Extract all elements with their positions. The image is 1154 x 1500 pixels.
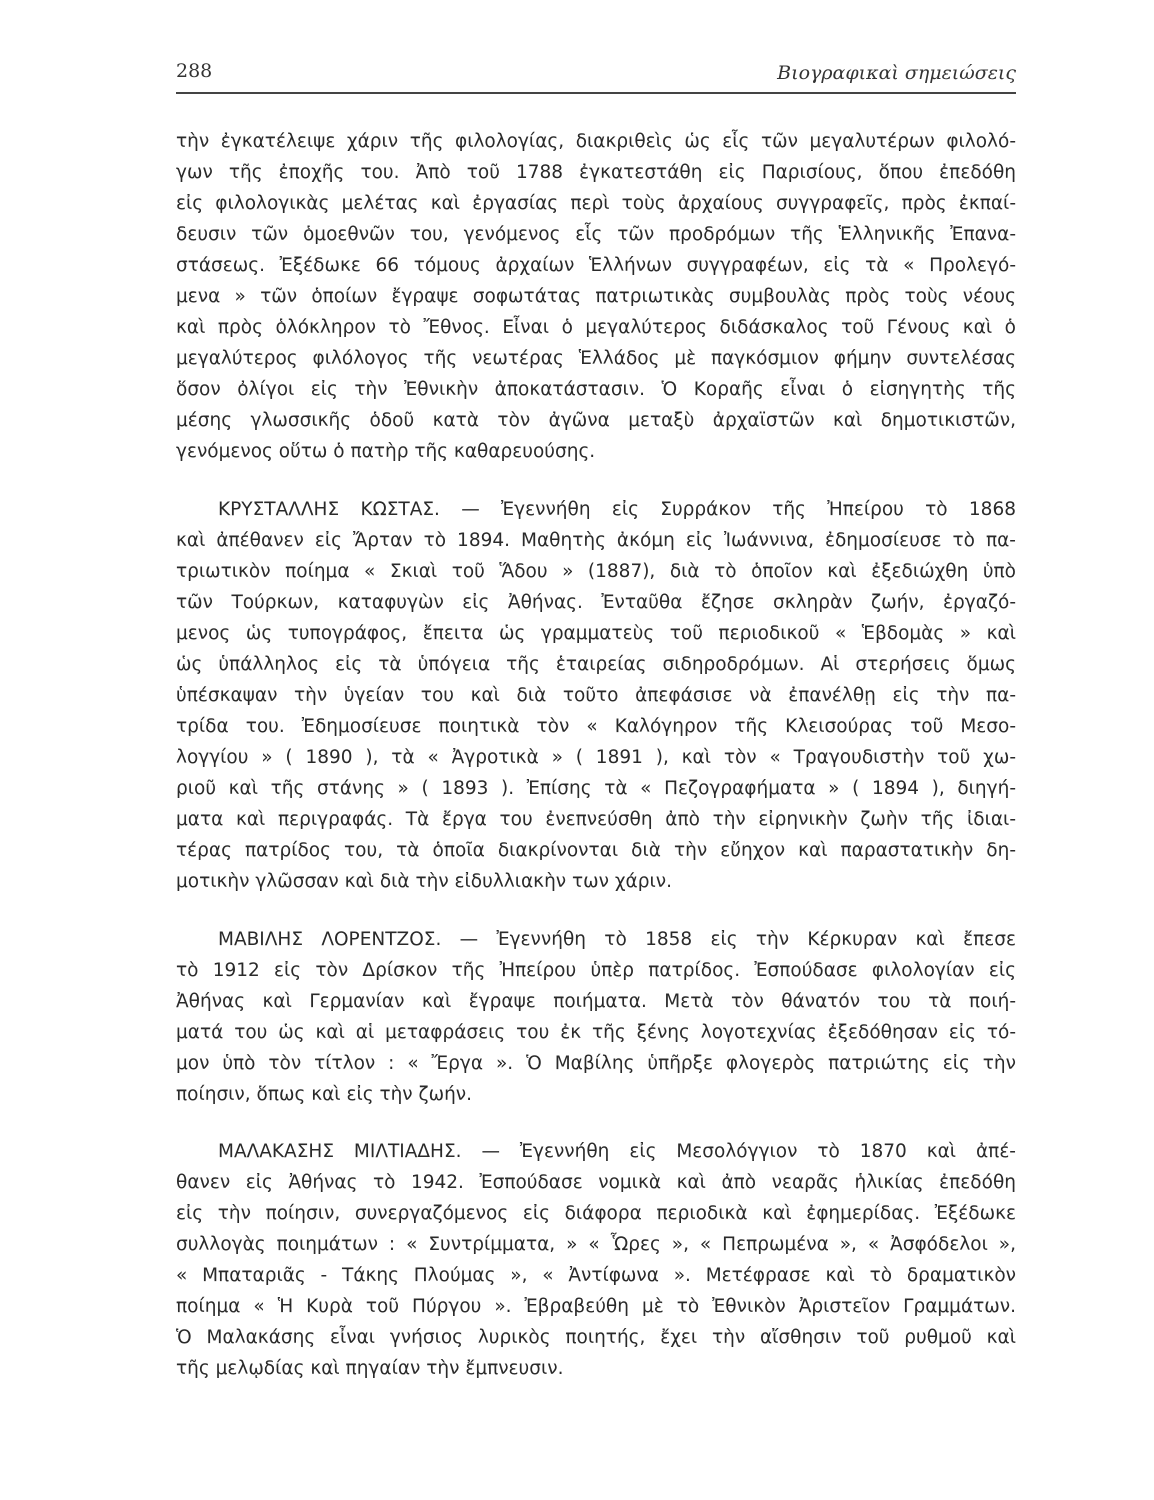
text-line: Ἀθήνας καὶ Γερμανίαν καὶ ἔγραψε ποιήματα. Μετὰ τὸν θάνατόν του τὰ ποιή- [176, 991, 1016, 1012]
entry-heading-line: ΚΡΥΣΤΑΛΛΗΣ ΚΩΣΤΑΣ. — Ἐγεννήθη εἰς Συρράκον τῆς Ἠπείρου τὸ 1868 [218, 499, 1016, 520]
text-line: τῶν Τούρκων, καταφυγὼν εἰς Ἀθήνας. Ἐνταῦθα ἔζησε σκληρὰν ζωήν, ἐργαζό- [176, 592, 1016, 613]
text-line: τριωτικὸν ποίημα « Σκιαὶ τοῦ Ἅδου » (1887), διὰ τὸ ὁποῖον καὶ ἐξεδιώχθη ὑπὸ [176, 561, 1016, 582]
text-line: μοτικὴν γλῶσσαν καὶ διὰ τὴν εἰδυλλιακὴν των χάριν. [176, 871, 672, 892]
text-line: γενόμενος οὕτω ὁ πατὴρ τῆς καθαρευούσης. [176, 441, 596, 462]
text-line: τέρας πατρίδος του, τὰ ὁποῖα διακρίνονται διὰ τὴν εὔηχον καὶ παραστατικὴν δη- [176, 840, 1016, 861]
text-line: καὶ ἀπέθανεν εἰς Ἄρταν τὸ 1894. Μαθητὴς ἀκόμη εἰς Ἰωάννινα, ἐδημοσίευσε τὸ πα- [176, 530, 1016, 551]
text-line: ὑπέσκαψαν τὴν ὑγείαν του καὶ διὰ τοῦτο ἀπεφάσισε νὰ ἐπανέλθῃ εἰς τὴν πα- [176, 685, 1016, 706]
text-line: μεγαλύτερος φιλόλογος τῆς νεωτέρας Ἑλλάδος μὲ παγκόσμιον φήμην συντελέσας [176, 348, 1016, 369]
text-line: γων τῆς ἐποχῆς του. Ἀπὸ τοῦ 1788 ἐγκατεστάθη εἰς Παρισίους, ὅπου ἐπεδόθη [176, 162, 1016, 183]
text-line: στάσεως. Ἐξέδωκε 66 τόμους ἀρχαίων Ἑλλήνων συγγραφέων, εἰς τὰ « Προλεγό- [176, 255, 1016, 276]
text-line: μενος ὡς τυπογράφος, ἔπειτα ὡς γραμματεὺς τοῦ περιοδικοῦ « Ἑβδομὰς » καὶ [176, 623, 1016, 644]
text-line: τὴν ἐγκατέλειψε χάριν τῆς φιλολογίας, διακριθεὶς ὡς εἷς τῶν μεγαλυτέρων φιλολό- [176, 131, 1016, 152]
text-line: εἰς τὴν ποίησιν, συνεργαζόμενος εἰς διάφορα περιοδικὰ καὶ ἐφημερίδας. Ἐξέδωκε [176, 1203, 1016, 1224]
text-line: συλλογὰς ποιημάτων : « Συντρίμματα, » « Ὧρες », « Πεπρωμένα », « Ἀσφόδελοι », [176, 1234, 1016, 1255]
text-line: μον ὑπὸ τὸν τίτλον : « Ἔργα ». Ὁ Μαβίλης ὑπῆρξε φλογερὸς πατριώτης εἰς τὴν [176, 1053, 1016, 1074]
text-line: ματα καὶ περιγραφάς. Τὰ ἔργα του ἐνεπνεύσθη ἀπὸ τὴν εἰρηνικὴν ζωὴν τῆς ἰδιαι- [176, 809, 1016, 830]
text-line: ματά του ὡς καὶ αἱ μεταφράσεις του ἐκ τῆς ξένης λογοτεχνίας ἐξεδόθησαν εἰς τό- [176, 1022, 1016, 1043]
page-number: 288 [176, 60, 213, 82]
text-line: θανεν εἰς Ἀθήνας τὸ 1942. Ἐσπούδασε νομικὰ καὶ ἀπὸ νεαρᾶς ἡλικίας ἐπεδόθη [176, 1172, 1016, 1193]
text-line: τρίδα του. Ἐδημοσίευσε ποιητικὰ τὸν « Καλόγηρον τῆς Κλεισούρας τοῦ Μεσο- [176, 716, 1016, 737]
text-line: μέσης γλωσσικῆς ὁδοῦ κατὰ τὸν ἀγῶνα μεταξὺ ἀρχαϊστῶν καὶ δημοτικιστῶν, [176, 410, 1016, 431]
text-line: τῆς μελῳδίας καὶ πηγαίαν τὴν ἔμπνευσιν. [176, 1358, 564, 1379]
text-line: ποίημα « Ἡ Κυρὰ τοῦ Πύργου ». Ἐβραβεύθη μὲ τὸ Ἐθνικὸν Ἀριστεῖον Γραμμάτων. [176, 1296, 1016, 1317]
text-line: ριοῦ καὶ τῆς στάνης » ( 1893 ). Ἐπίσης τὰ « Πεζογραφήματα » ( 1894 ), διηγή- [176, 778, 1016, 799]
text-line: εἰς φιλολογικὰς μελέτας καὶ ἐργασίας περὶ τοὺς ἀρχαίους συγγραφεῖς, πρὸς ἐκπαί- [176, 193, 1016, 214]
text-line: « Μπαταριᾶς - Τάκης Πλούμας », « Ἀντίφωνα ». Μετέφρασε καὶ τὸ δραματικὸν [176, 1265, 1016, 1286]
text-line: δευσιν τῶν ὁμοεθνῶν του, γενόμενος εἷς τῶν προδρόμων τῆς Ἑλληνικῆς Ἐπανα- [176, 224, 1016, 245]
text-line: ὡς ὑπάλληλος εἰς τὰ ὑπόγεια τῆς ἑταιρείας σιδηροδρόμων. Αἱ στερήσεις ὅμως [176, 654, 1016, 675]
entry-heading-line: ΜΑΒΙΛΗΣ ΛΟΡΕΝΤΖΟΣ. — Ἐγεννήθη τὸ 1858 εἰς τὴν Κέρκυραν καὶ ἔπεσε [218, 929, 1016, 950]
text-line: Ὁ Μαλακάσης εἶναι γνήσιος λυρικὸς ποιητής, ἔχει τὴν αἴσθησιν τοῦ ρυθμοῦ καὶ [176, 1327, 1016, 1348]
entry-heading-line: ΜΑΛΑΚΑΣΗΣ ΜΙΛΤΙΑΔΗΣ. — Ἐγεννήθη εἰς Μεσολόγγιον τὸ 1870 καὶ ἀπέ- [218, 1141, 1016, 1162]
running-title: Βιογραφικαὶ σημειώσεις [777, 62, 1016, 84]
text-line: μενα » τῶν ὁποίων ἔγραψε σοφωτάτας πατριωτικὰς συμβουλὰς πρὸς τοὺς νέους [176, 286, 1016, 307]
text-line: καὶ πρὸς ὁλόκληρον τὸ Ἔθνος. Εἶναι ὁ μεγαλύτερος διδάσκαλος τοῦ Γένους καὶ ὁ [176, 317, 1016, 338]
text-line: ποίησιν, ὅπως καὶ εἰς τὴν ζωήν. [176, 1084, 473, 1105]
text-line: τὸ 1912 εἰς τὸν Δρίσκον τῆς Ἠπείρου ὑπὲρ πατρίδος. Ἐσπούδασε φιλολογίαν εἰς [176, 960, 1016, 981]
page-header [176, 58, 1016, 94]
text-line: ὅσον ὀλίγοι εἰς τὴν Ἐθνικὴν ἀποκατάστασιν. Ὁ Κοραῆς εἶναι ὁ εἰσηγητὴς τῆς [176, 379, 1016, 400]
text-line: λογγίου » ( 1890 ), τὰ « Ἀγροτικὰ » ( 1891 ), καὶ τὸν « Τραγουδιστὴν τοῦ χω- [176, 747, 1016, 768]
